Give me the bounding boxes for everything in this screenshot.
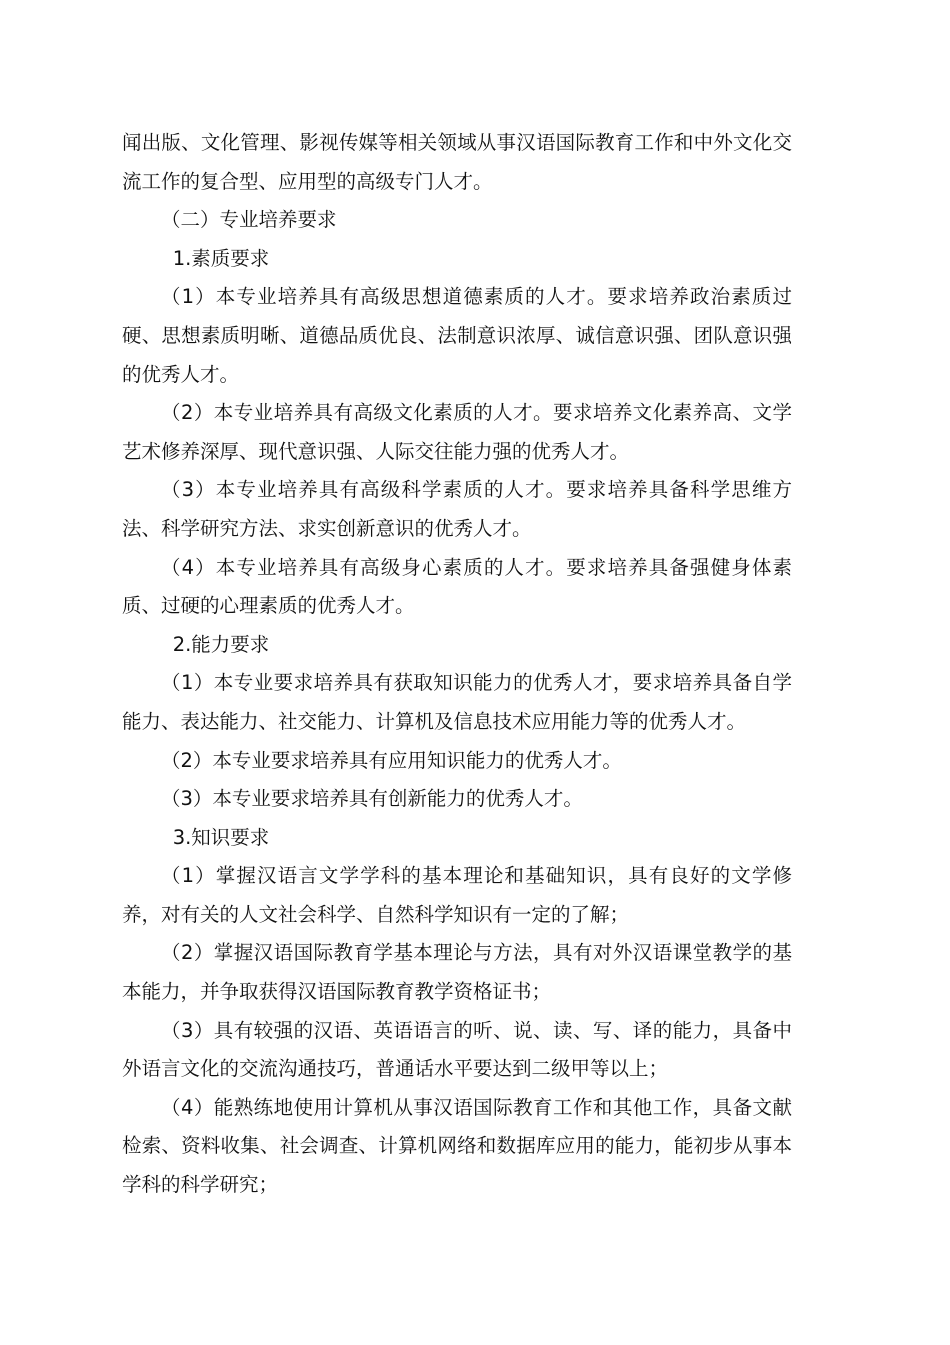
- paragraph: （4）本专业培养具有高级身心素质的人才。要求培养具备强健身体素质、过硬的心理素质的优秀人才。: [122, 555, 792, 618]
- paragraph: （2）掌握汉语国际教育学基本理论与方法，具有对外汉语课堂教学的基本能力，并争取获得汉语国际教育教学资格证书；: [122, 941, 792, 1004]
- paragraph: （2）本专业要求培养具有应用知识能力的优秀人才。: [161, 748, 622, 772]
- section-heading-requirements: （二）专业培养要求: [161, 208, 337, 232]
- paragraph: （3）本专业培养具有高级科学素质的人才。要求培养具备科学思维方法、科学研究方法、求实创新意识的优秀人才。: [122, 478, 792, 540]
- paragraph: （1）本专业要求培养具有获取知识能力的优秀人才，要求培养具备自学能力、表达能力、社交能力、计算机及信息技术应用能力等的优秀人才。: [122, 671, 792, 733]
- subheading-knowledge: 3.知识要求: [172, 825, 270, 849]
- subheading-quality: 1.素质要求: [172, 246, 270, 270]
- paragraph-continuation: 闻出版、文化管理、影视传媒等相关领域从事汉语国际教育工作和中外文化交流工作的复合型、应用型的高级专门人才。: [122, 131, 792, 193]
- paragraph: （1）本专业培养具有高级思想道德素质的人才。要求培养政治素质过硬、思想素质明晰、道德品质优良、法制意识浓厚、诚信意识强、团队意识强的优秀人才。: [122, 285, 792, 386]
- paragraph: （3）本专业要求培养具有创新能力的优秀人才。: [161, 787, 583, 811]
- paragraph: （4）能熟练地使用计算机从事汉语国际教育工作和其他工作，具备文献检索、资料收集、社会调查、计算机网络和数据库应用的能力，能初步从事本学科的科学研究；: [122, 1095, 792, 1197]
- paragraph: （1）掌握汉语言文学学科的基本理论和基础知识，具有良好的文学修养，对有关的人文社会科学、自然科学知识有一定的了解；: [122, 864, 792, 926]
- paragraph: （2）本专业培养具有高级文化素质的人才。要求培养文化素养高、文学艺术修养深厚、现代意识强、人际交往能力强的优秀人才。: [122, 401, 792, 463]
- subheading-ability: 2.能力要求: [172, 632, 270, 656]
- document-page: [122, 124, 792, 1205]
- paragraph: （3）具有较强的汉语、英语语言的听、说、读、写、译的能力，具备中外语言文化的交流沟通技巧，普通话水平要达到二级甲等以上；: [122, 1018, 792, 1081]
